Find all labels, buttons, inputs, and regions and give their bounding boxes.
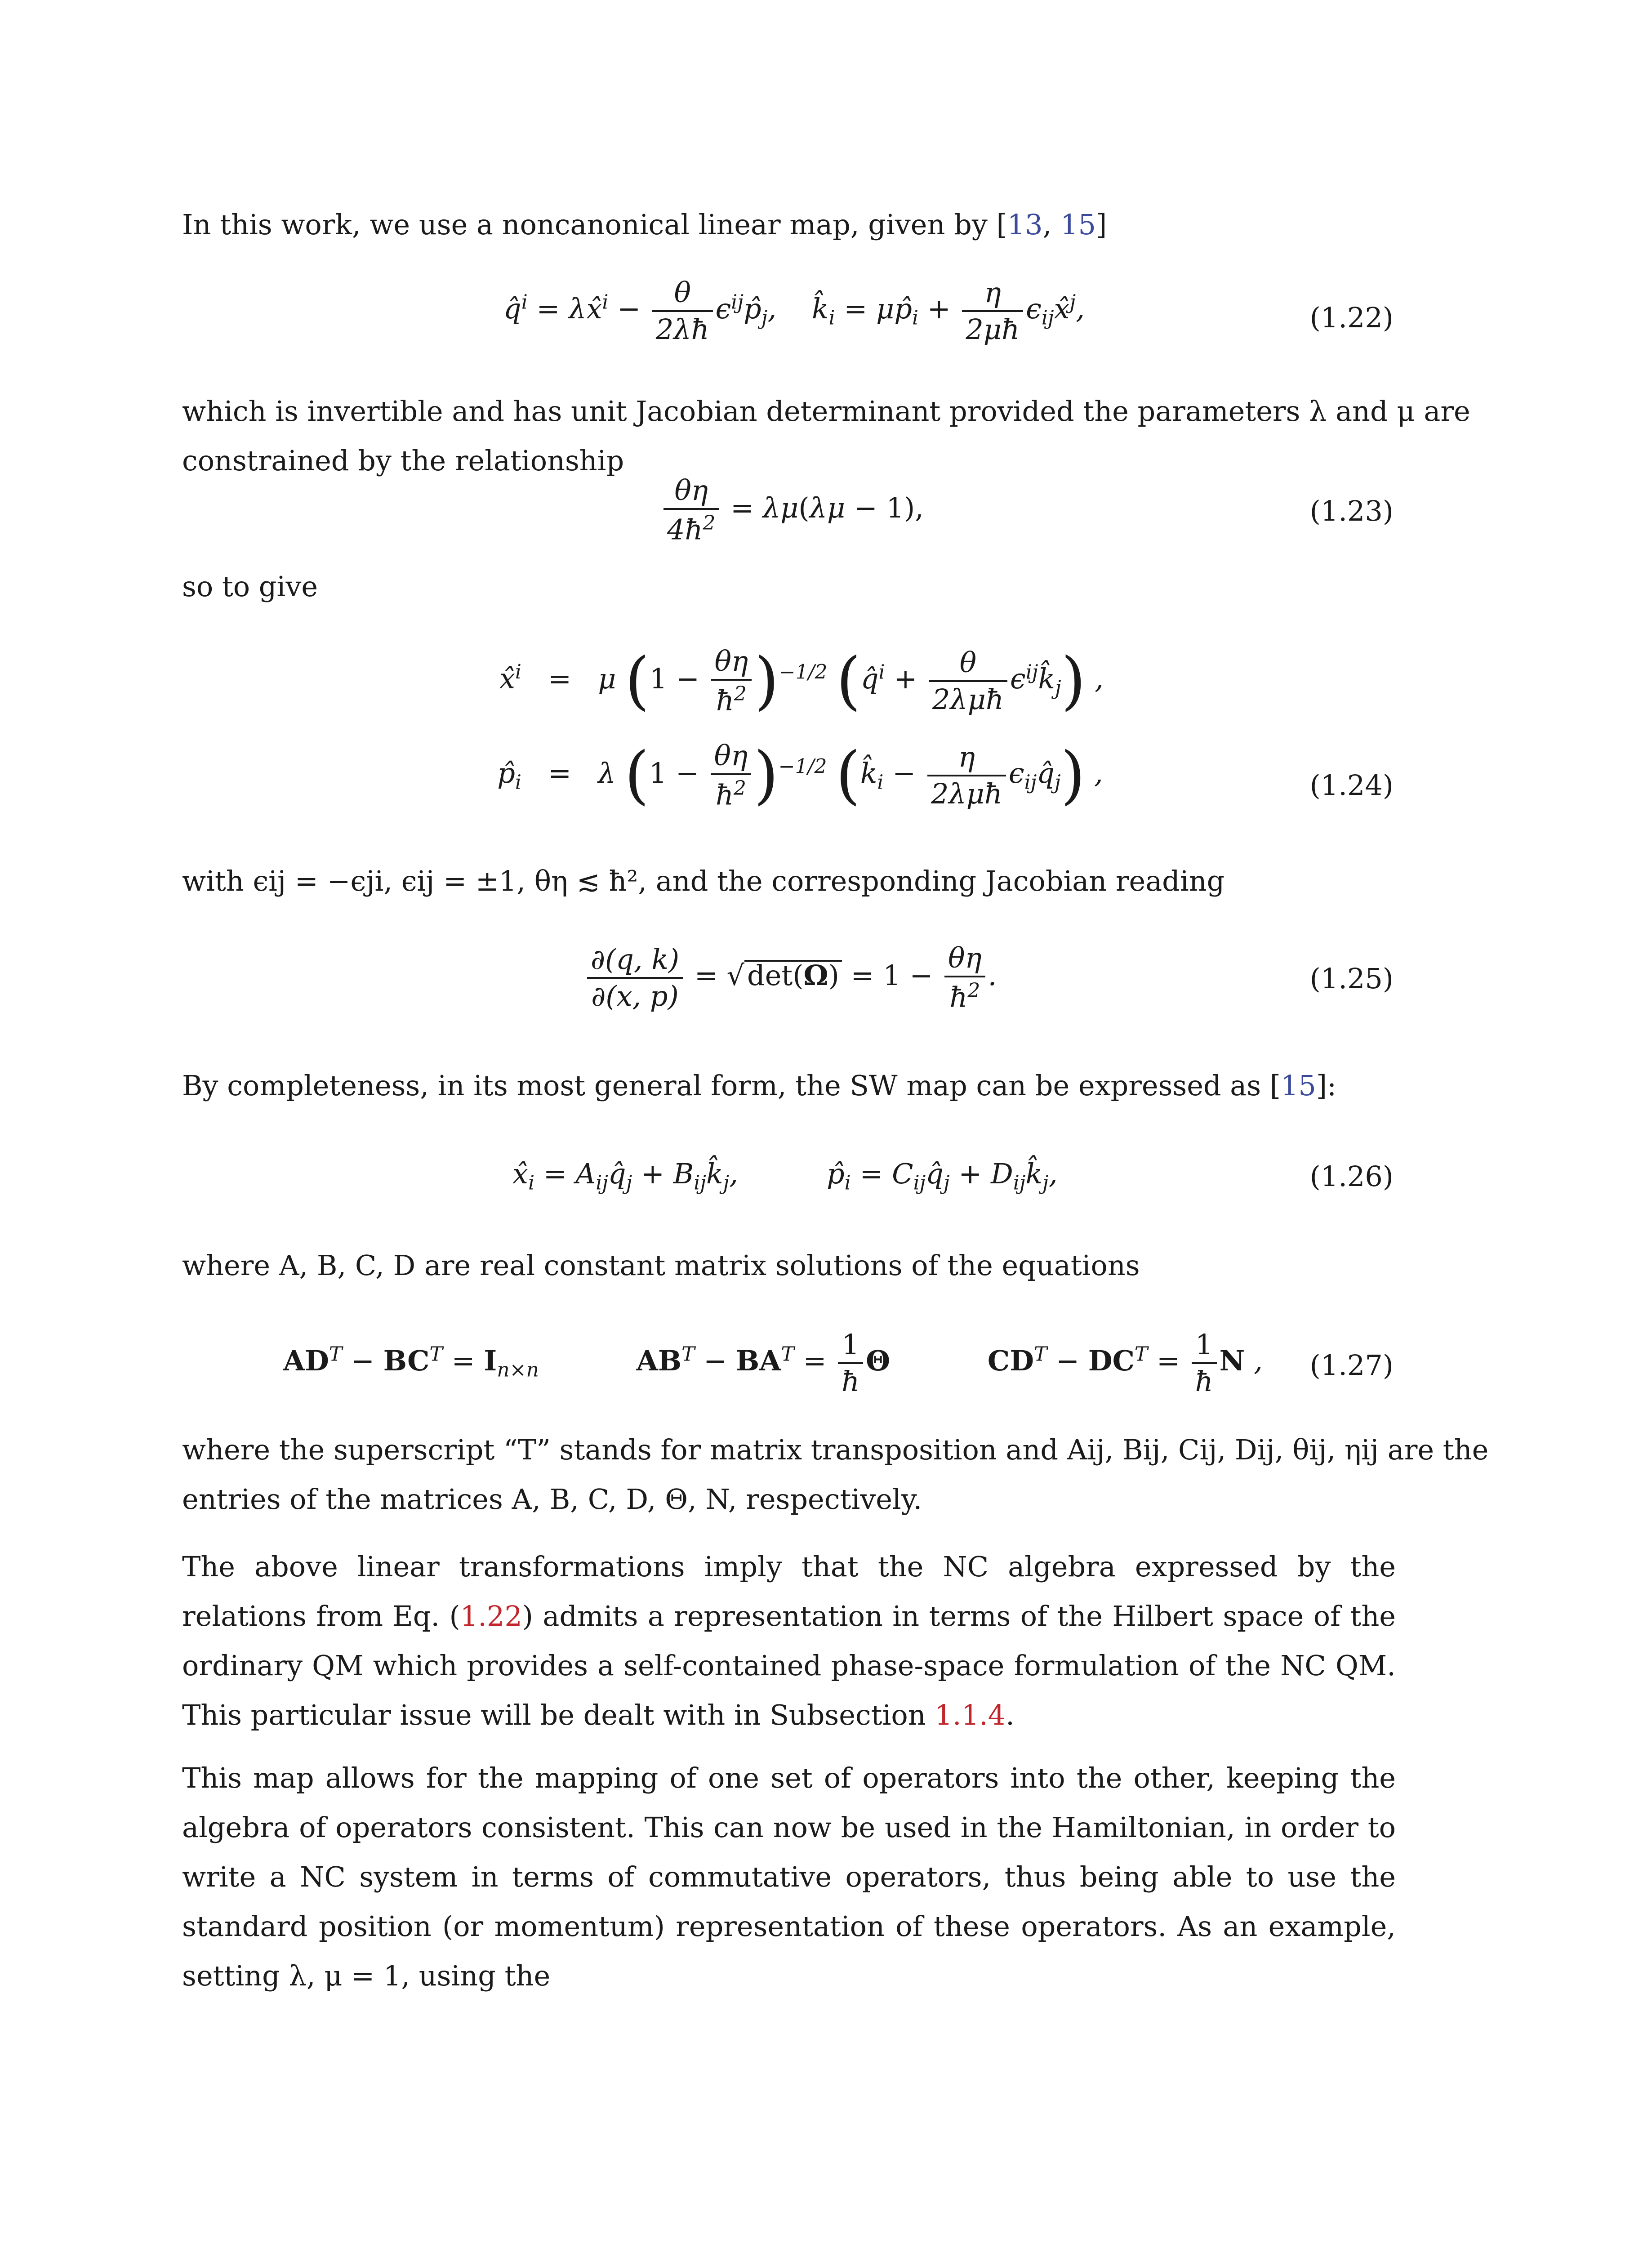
equation-number: (1.26) [1309, 1160, 1394, 1193]
equation-number: (1.27) [1309, 1349, 1394, 1382]
paragraph-where-abcd: where A, B, C, D are real constant matrix solutions of the equations [182, 1249, 1140, 1282]
citation-15[interactable]: 15 [1060, 208, 1096, 241]
paragraph-nc-algebra [182, 1542, 1396, 1740]
nc-algebra-text-c: . [1006, 1699, 1015, 1731]
equation-1-22 [0, 270, 1652, 346]
completeness-text: By completeness, in its most general form, the SW map can be expressed as [ [182, 1069, 1281, 1102]
citation-13[interactable]: 13 [1007, 208, 1043, 241]
equation-1-23-body: $\frac{\theta\eta}{4ħ^2}$ = λμ(λμ − 1), [661, 477, 924, 544]
equation-1-24-row1: x̂$^i$ = μ (1 − $\frac{\theta\eta}{ħ^2}$ )$^{-1/2}$ (q̂$^i$ + $\frac{\theta}{\text{2λμħ}}$ $\epsilon^{ij}k̂_j$) , [499, 644, 1104, 718]
equation-1-26 [0, 1151, 1652, 1205]
equation-1-24 [0, 638, 1652, 827]
equation-number: (1.25) [1309, 962, 1394, 995]
citation-15-b[interactable]: 15 [1280, 1069, 1316, 1102]
equation-1-24-row2: $p̂_i$ = λ (1 − $\frac{\theta\eta}{ħ^2}$ )$^{-1/2}$ ($k̂_i$ − $\frac{\eta}{\text{2λμħ}}$ $\epsilon_{ij}q̂_j$) , [497, 738, 1103, 812]
intro-text: In this work, we use a noncanonical linear map, given by [ [182, 208, 1007, 241]
equation-1-25-body: $\frac{\partial(q, k)}{\partial(x, p)}$ = √det(Ω) = 1 − $\frac{\theta\eta}{ħ^2}$ . [584, 944, 997, 1012]
citation-close: ] [1095, 208, 1107, 241]
paragraph-completeness [182, 1061, 1396, 1111]
equation-1-25 [0, 935, 1652, 1025]
paragraph-map-allows: This map allows for the mapping of one set of operators into the other, keeping the algebra of operators consistent. This can now be used in the Hamiltonian, in order to write a NC system in terms of commutative operators, thus being able to use the standard position (or momentum) representation of these operators. As an example, setting λ, μ = 1, using the [182, 1762, 1396, 1992]
nc-algebra-text-a: The above linear transformations imply that the NC algebra expressed by the relations from Eq. ( [182, 1550, 1396, 1632]
equation-1-23 [0, 468, 1652, 558]
paragraph-invertible-line2: constrained by the relationship [182, 444, 624, 477]
subsection-ref-1-1-4[interactable]: 1.1.4 [935, 1699, 1006, 1731]
citation-separator: , [1042, 208, 1061, 241]
paragraph-with-epsilon: with ϵij = −ϵji, ϵij = ±1, θη ≲ ħ², and the corresponding Jacobian reading [182, 865, 1225, 897]
nc-algebra-text-b: ) admits a representation in terms of the Hilbert space of the ordinary QM which provides a self-contained phase-space formulation of the NC QM. This particular issue will be dealt with in Subsection [182, 1600, 1396, 1731]
equation-number: (1.23) [1309, 495, 1394, 527]
completeness-end: ]: [1316, 1069, 1336, 1102]
equation-number: (1.24) [1309, 769, 1394, 802]
equation-1-27-body: $AD^T - BC^T = I_{n\times n}$ $AB^T - BA^T$ = $\frac{1}{ħ}$ Θ $CD^T - DC^T$ = $\frac{1}{ħ}$ N , [283, 1328, 1263, 1398]
paragraph-superscript-line1: where the superscript “T” stands for matrix transposition and Aij, Bij, Cij, Dij, θij, ηij are the [182, 1433, 1489, 1466]
equation-number: (1.22) [1309, 301, 1394, 334]
equation-1-26-body: $x̂_i$ = $A_{ij}q̂_j$ + $B_{ij}k̂_j$, $p̂_i$ = $C_{ij}q̂_j$ + $D_{ij}k̂_j$, [512, 1157, 1058, 1195]
paragraph-so-to-give: so to give [182, 570, 318, 603]
paragraph-superscript-line2: entries of the matrices A, B, C, D, Θ, N, respectively. [182, 1483, 922, 1516]
paragraph-intro [182, 200, 1396, 250]
equation-1-27 [0, 1317, 1652, 1407]
equation-ref-1-22[interactable]: 1.22 [460, 1600, 522, 1632]
equation-1-22-body: q̂$^i$ = λx̂$^i$ − $\frac{\theta}{2\lambda ħ}$ $\epsilon^{ij}p̂_j$, $k̂_i$ = $\mu p̂_i$ + $\frac{\eta}{2\mu ħ}$ $\epsilon_{ij}x̂^j$, [503, 276, 1085, 346]
paragraph-invertible-line1: which is invertible and has unit Jacobian determinant provided the parameters λ and μ are [182, 395, 1470, 428]
